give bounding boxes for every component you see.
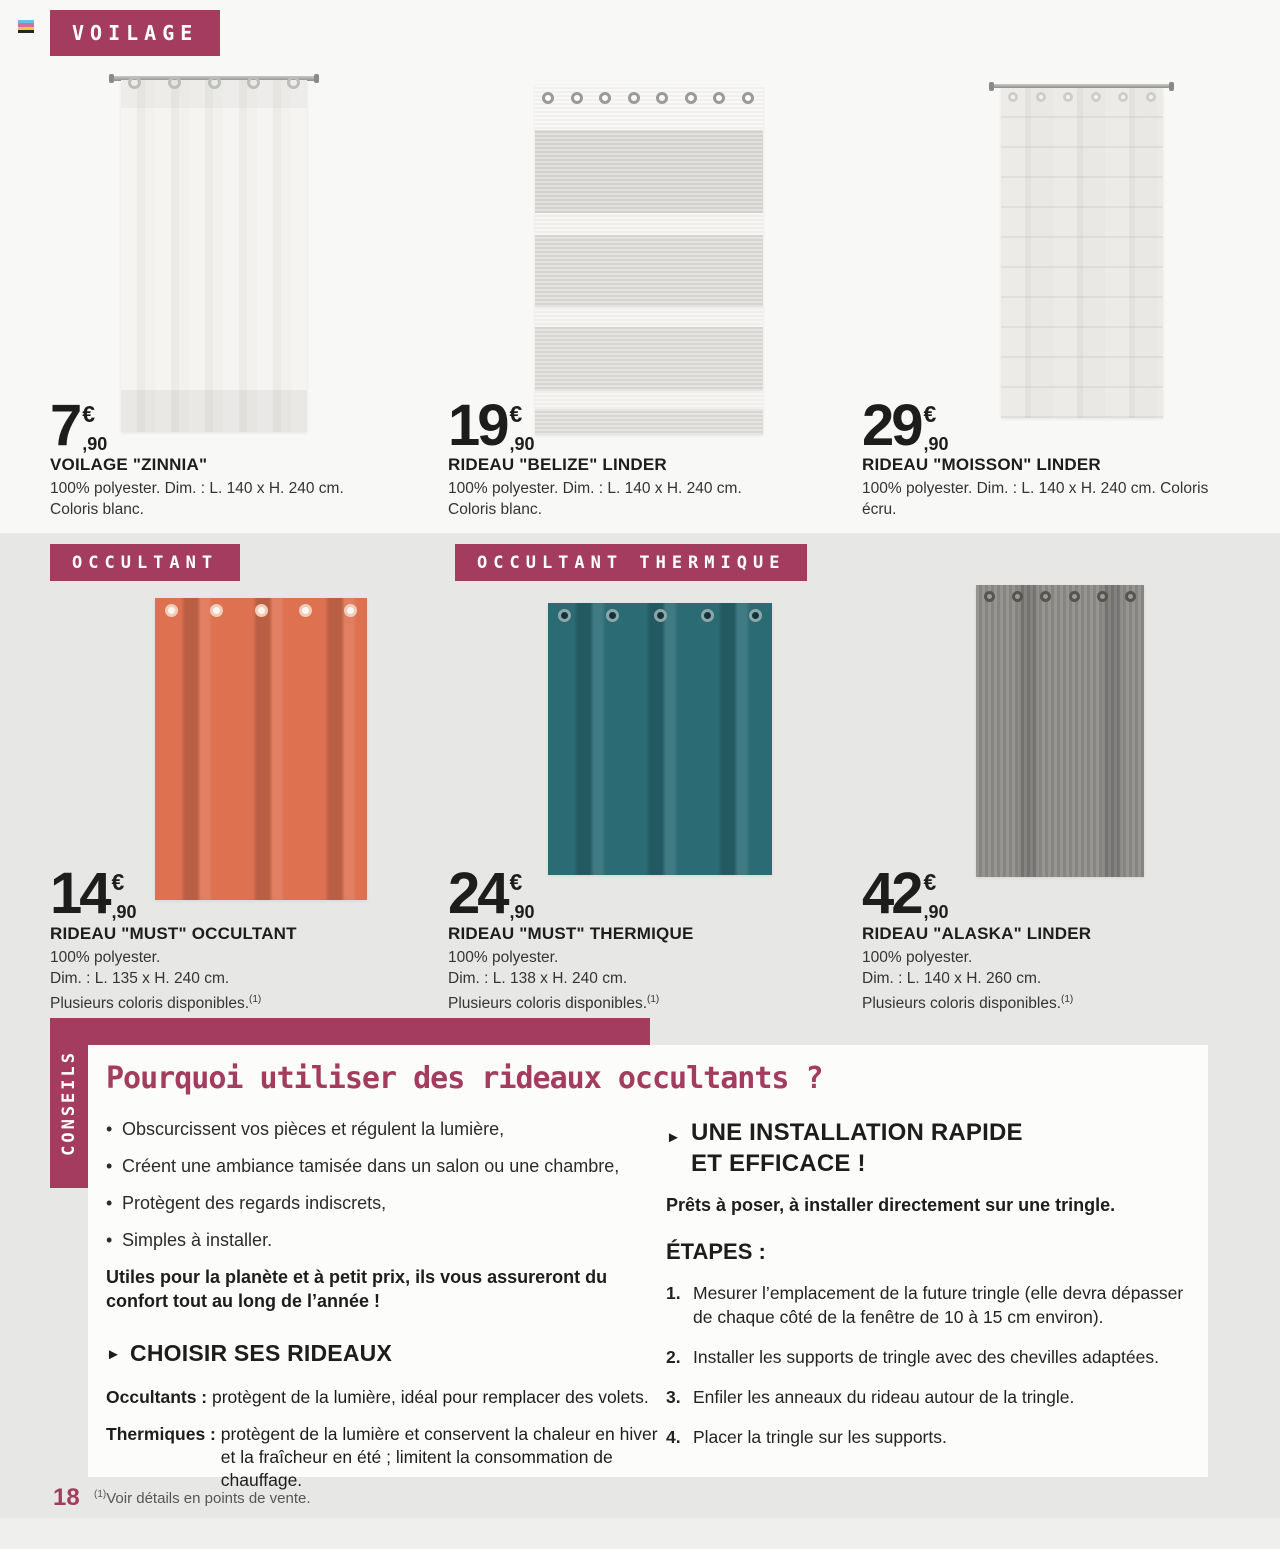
- price-cents: ,90: [82, 434, 108, 454]
- grommet-icon: [571, 92, 583, 104]
- curtain-grommets: [1008, 92, 1156, 102]
- price-cents: ,90: [509, 902, 535, 922]
- grommet-icon: [128, 76, 141, 89]
- footnote-marker: (1): [249, 994, 262, 1005]
- bullet-icon: •: [106, 1230, 113, 1250]
- grommet-icon: [1012, 591, 1023, 602]
- conseils-ribbon-label: CONSEILS: [59, 1050, 79, 1156]
- product-price: [448, 861, 535, 926]
- product-price: [862, 393, 949, 458]
- step-number: 1.: [666, 1283, 681, 1303]
- arrow-icon: ►: [666, 1129, 682, 1146]
- product-name: RIDEAU "MOISSON" LINDER: [862, 455, 1101, 474]
- bullet-item: • Créent une ambiance tamisée dans un salon ou une chambre,: [106, 1156, 620, 1176]
- product-card-alaska: [862, 585, 1254, 1025]
- curtain-grommets: [165, 604, 357, 617]
- page-number: 18: [53, 1484, 80, 1511]
- definition-text: protègent de la lumière, idéal pour remplacer des volets.: [212, 1387, 649, 1407]
- product-card-belize: [448, 70, 840, 535]
- product-description: [50, 478, 442, 520]
- grommet-icon: [628, 92, 640, 104]
- grommet-icon: [168, 76, 181, 89]
- grommet-icon: [701, 609, 714, 622]
- product-price: [50, 861, 137, 926]
- grommet-icon: [742, 92, 754, 104]
- step-number: 3.: [666, 1387, 681, 1407]
- curtain-grommets: [128, 76, 300, 89]
- conseils-lead-text: Utiles pour la planète et à petit prix, ils vous assureront du confort tout au long de l’année !: [106, 1267, 608, 1311]
- product-description: [448, 947, 840, 1014]
- product-card-moisson: [862, 70, 1254, 535]
- grommet-icon: [165, 604, 178, 617]
- page-footnote: $^{(1)}$Voir détails en points de vente.: [94, 1489, 311, 1507]
- installation-steps: [666, 1281, 1201, 1449]
- grommet-icon: [1008, 92, 1018, 102]
- product-image-zinnia: [121, 80, 307, 432]
- installation-heading-line: ET EFFICACE !: [691, 1150, 866, 1177]
- conseils-title: Pourquoi utiliser des rideaux occultants ?: [106, 1061, 823, 1096]
- product-price: [50, 393, 108, 458]
- grommet-icon: [713, 92, 725, 104]
- grommet-icon: [1097, 591, 1108, 602]
- bullet-item: • Protègent des regards indiscrets,: [106, 1193, 387, 1213]
- product-image-must-thermique: [548, 603, 772, 875]
- currency-symbol: €: [509, 869, 523, 895]
- product-description: [862, 947, 1254, 1014]
- grommet-icon: [1118, 92, 1128, 102]
- etapes-heading: ÉTAPES :: [666, 1239, 766, 1264]
- description-line: 100% polyester.: [862, 949, 973, 966]
- product-image-must-occultant: [155, 598, 367, 900]
- definition-text: protègent de la lumière et conservent la chaleur en hiver et la fraîcheur en été ; limitent la consommation de chauffage.: [220, 1424, 658, 1490]
- grommet-icon: [1146, 92, 1156, 102]
- product-name: RIDEAU "MUST" OCCULTANT: [50, 924, 297, 943]
- conseils-left-column: [106, 1117, 672, 1506]
- price-euros: 42: [862, 861, 921, 926]
- curtain-folds: [155, 598, 367, 900]
- description-line: Dim. : L. 135 x H. 240 cm.: [50, 970, 230, 987]
- bullet-icon: •: [106, 1156, 113, 1176]
- section-badge-occultant: OCCULTANT: [50, 544, 240, 581]
- bullet-icon: •: [106, 1193, 113, 1213]
- step-item: 2. Installer les supports de tringle avec des chevilles adaptées.: [666, 1347, 1159, 1367]
- product-card-must-thermique: [448, 585, 840, 1025]
- product-name: RIDEAU "ALASKA" LINDER: [862, 924, 1092, 943]
- price-cents: ,90: [111, 902, 137, 922]
- grommet-icon: [984, 591, 995, 602]
- product-name: RIDEAU "MUST" THERMIQUE: [448, 924, 694, 943]
- price-euros: 19: [448, 393, 507, 458]
- grommet-icon: [1040, 591, 1051, 602]
- product-name: VOILAGE "ZINNIA": [50, 455, 208, 474]
- price-euros: 29: [862, 393, 921, 458]
- conseils-ribbon: [50, 1018, 88, 1188]
- grommet-icon: [558, 609, 571, 622]
- grommet-icon: [1036, 92, 1046, 102]
- grommet-icon: [208, 76, 221, 89]
- definition-term: Occultants :: [106, 1387, 212, 1407]
- grommet-icon: [344, 604, 357, 617]
- description-line: Plusieurs coloris disponibles.$^{(1)}$: [50, 994, 262, 1013]
- bullet-item: • Obscurcissent vos pièces et régulent la lumière,: [106, 1119, 505, 1139]
- description-line: 100% polyester. Dim. : L. 140 x H. 240 cm.: [448, 480, 742, 497]
- step-number: 4.: [666, 1427, 681, 1447]
- product-price: [448, 393, 535, 458]
- installation-heading-line: UNE INSTALLATION RAPIDE: [691, 1119, 1023, 1146]
- step-item: 4. Placer la tringle sur les supports.: [666, 1427, 947, 1447]
- description-line: Dim. : L. 138 x H. 240 cm.: [448, 970, 628, 987]
- definition-occultants: [106, 1386, 672, 1409]
- conseils-right-column: [666, 1117, 1201, 1465]
- grommet-icon: [299, 604, 312, 617]
- grommet-icon: [255, 604, 268, 617]
- footnote-marker: (1): [1061, 994, 1074, 1005]
- arrow-icon: ►: [106, 1346, 122, 1363]
- grommet-icon: [287, 76, 300, 89]
- currency-symbol: €: [82, 401, 96, 427]
- step-item: 1. Mesurer l’emplacement de la future tringle (elle devra dépasser de chaque côté de la fenêtre de 10 à 15 cm environ).: [666, 1283, 1184, 1327]
- curtain-folds: [976, 585, 1144, 877]
- price-euros: 24: [448, 861, 507, 926]
- description-line: 100% polyester.: [448, 949, 559, 966]
- product-image-alaska: [976, 585, 1144, 877]
- product-description: [862, 478, 1254, 520]
- curtain-definitions: [106, 1386, 672, 1492]
- grommet-icon: [599, 92, 611, 104]
- description-line: Plusieurs coloris disponibles.$^{(1)}$: [448, 994, 660, 1013]
- description-line: Dim. : L. 140 x H. 260 cm.: [862, 970, 1042, 987]
- grommet-icon: [1125, 591, 1136, 602]
- grommet-icon: [1091, 92, 1101, 102]
- flag-stripe: [18, 30, 34, 33]
- product-name: RIDEAU "BELIZE" LINDER: [448, 455, 667, 474]
- curtain-folds: [548, 603, 772, 875]
- description-line: Plusieurs coloris disponibles.$^{(1)}$: [862, 994, 1074, 1013]
- page-bottom-strip: [0, 1518, 1280, 1549]
- conseils-panel: [88, 1045, 1208, 1490]
- description-line: 100% polyester. Dim. : L. 140 x H. 240 cm. Coloris: [862, 480, 1209, 497]
- grommet-icon: [654, 609, 667, 622]
- installation-lead: Prêts à poser, à installer directement sur une tringle.: [666, 1195, 1116, 1215]
- grommet-icon: [606, 609, 619, 622]
- description-line: écru.: [862, 501, 897, 518]
- currency-symbol: €: [111, 869, 125, 895]
- description-line: Coloris blanc.: [50, 501, 144, 518]
- section-badge-voilage: VOILAGE: [50, 10, 220, 56]
- curtain-grommets: [558, 609, 762, 622]
- description-line: Coloris blanc.: [448, 501, 542, 518]
- brand-mark-icon: [18, 20, 34, 33]
- grommet-icon: [656, 92, 668, 104]
- definition-thermiques: [106, 1423, 672, 1492]
- currency-symbol: €: [509, 401, 523, 427]
- section-badge-occultant-thermique: OCCULTANT THERMIQUE: [455, 544, 807, 581]
- grommet-icon: [685, 92, 697, 104]
- conseils-top-bar: [50, 1018, 650, 1045]
- currency-symbol: €: [923, 869, 937, 895]
- step-number: 2.: [666, 1347, 681, 1367]
- currency-symbol: €: [923, 401, 937, 427]
- product-description: [50, 947, 442, 1014]
- product-description: [448, 478, 840, 520]
- description-line: 100% polyester.: [50, 949, 161, 966]
- footnote-marker: (1): [647, 994, 660, 1005]
- grommet-icon: [749, 609, 762, 622]
- footnote-marker: (1): [94, 1489, 107, 1500]
- product-price: [862, 861, 949, 926]
- bullet-item: • Simples à installer.: [106, 1230, 273, 1250]
- price-euros: 7: [50, 393, 80, 458]
- bullet-icon: •: [106, 1119, 113, 1139]
- grommet-icon: [210, 604, 223, 617]
- description-line: 100% polyester. Dim. : L. 140 x H. 240 cm.: [50, 480, 344, 497]
- curtain-grommets: [984, 591, 1136, 602]
- definition-term: Thermiques :: [106, 1424, 221, 1444]
- installation-heading: [666, 1117, 1201, 1179]
- step-item: 3. Enfiler les anneaux du rideau autour de la tringle.: [666, 1387, 1075, 1407]
- grommet-icon: [247, 76, 260, 89]
- price-cents: ,90: [923, 434, 949, 454]
- product-card-must-occultant: [50, 585, 442, 1025]
- price-cents: ,90: [923, 902, 949, 922]
- grommet-icon: [1069, 591, 1080, 602]
- grommet-icon: [542, 92, 554, 104]
- choisir-heading: ► CHOISIR SES RIDEAUX: [106, 1340, 393, 1366]
- curtain-grommets: [542, 92, 754, 104]
- price-euros: 14: [50, 861, 109, 926]
- product-image-moisson: [1001, 88, 1163, 418]
- product-image-belize: [535, 85, 763, 435]
- product-card-zinnia: [50, 70, 442, 535]
- grommet-icon: [1063, 92, 1073, 102]
- price-cents: ,90: [509, 434, 535, 454]
